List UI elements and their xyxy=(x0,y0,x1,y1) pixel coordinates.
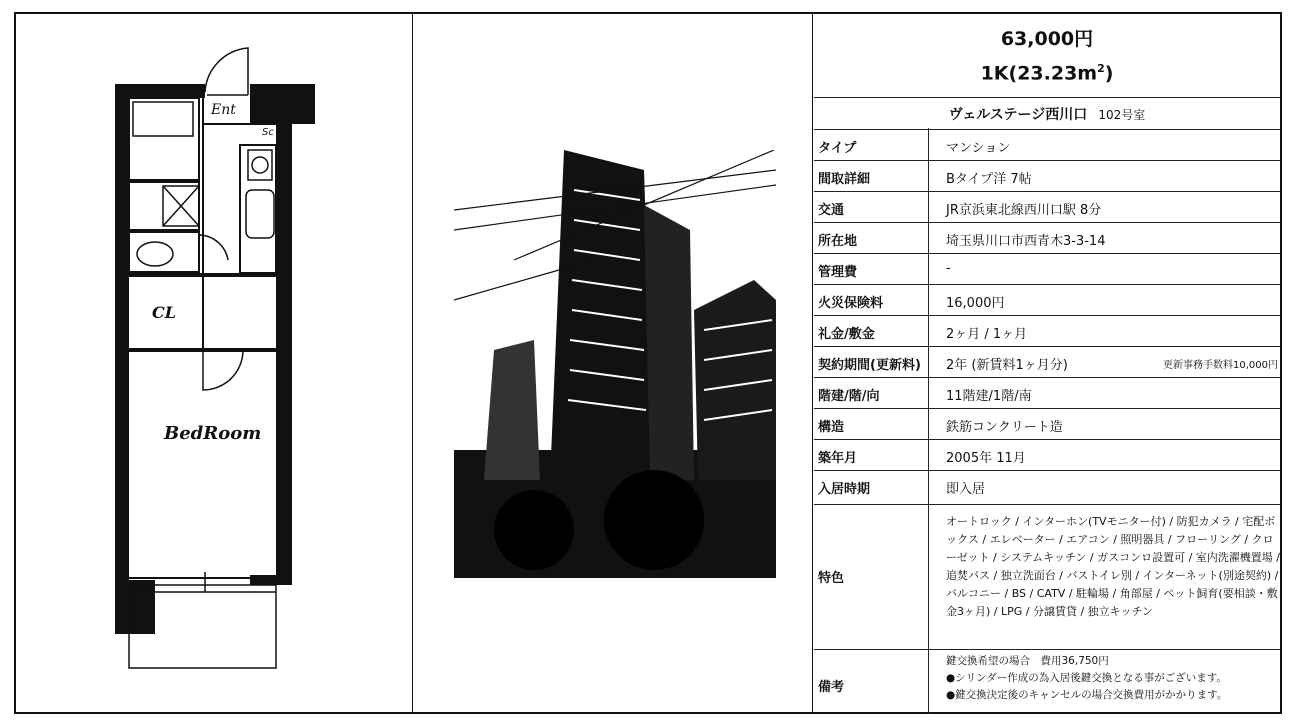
detail-row xyxy=(814,346,1280,377)
detail-value: 2年 (新賃料1ヶ月分) xyxy=(946,358,1068,373)
label-column-divider xyxy=(928,128,929,714)
detail-value: マンション xyxy=(946,141,1011,156)
exterior-walls xyxy=(115,84,315,634)
detail-label: 所在地 xyxy=(818,234,858,249)
detail-value: 即入居 xyxy=(946,482,986,497)
features-label: 特色 xyxy=(818,571,845,586)
entrance-label: Ent xyxy=(211,102,236,118)
features-row xyxy=(814,504,1280,649)
detail-label: 階建/階/向 xyxy=(818,389,880,404)
detail-label: 契約期間(更新料) xyxy=(818,358,921,373)
detail-label: 交通 xyxy=(818,203,845,218)
shoe-cabinet-label: Sc xyxy=(262,127,274,138)
closet-label: CL xyxy=(152,303,176,322)
remark-3: ●鍵交換決定後のキャンセルの場合交換費用がかかります。 xyxy=(946,689,1228,701)
detail-row xyxy=(814,408,1280,439)
detail-row xyxy=(814,129,1280,160)
detail-value: 2005年 11月 xyxy=(946,451,1026,466)
detail-value: 2ヶ月 / 1ヶ月 xyxy=(946,327,1028,342)
detail-label: 間取詳細 xyxy=(818,172,871,187)
detail-value: 埼玉県川口市西青木3-3-14 xyxy=(946,234,1106,249)
detail-row xyxy=(814,470,1280,501)
detail-row xyxy=(814,284,1280,315)
detail-label: 構造 xyxy=(818,420,845,435)
building-name-row xyxy=(814,97,1280,129)
bedroom-label: BedRoom xyxy=(164,423,262,444)
detail-value: 11階建/1階/南 xyxy=(946,389,1032,404)
layout-text: 1K(23.23m xyxy=(980,62,1098,85)
detail-row xyxy=(814,160,1280,191)
detail-label: 火災保険料 xyxy=(818,296,884,311)
detail-value: Bタイプ洋 7帖 xyxy=(946,172,1032,187)
remark-2: ●シリンダー作成の為入居後鍵交換となる事がございます。 xyxy=(946,672,1227,684)
detail-row xyxy=(814,253,1280,284)
detail-label: 入居時期 xyxy=(818,482,871,497)
renewal-fee-note: 更新事務手数料10,000円 xyxy=(1163,360,1278,371)
features-text: オートロック / インターホン(TVモニター付) / 防犯カメラ / 宅配ボックス / エレベーター / エアコン / 照明器具 / フローリング / クローゼット / システムキッチン / ガスコンロ設置可 / 室内洗濯機置場 / 追焚バス / 独立洗面台 / バストイレ別 / インターネット(別途契約) / バルコニー / BS / CATV / 駐輪場 / 角部屋 / ペット飼育(要相談・敷金3ヶ月) / LPG / 分譲賃貸 / 独立キッチン xyxy=(946,515,1280,618)
layout-size xyxy=(814,62,1280,84)
building-name: ヴェルステージ西川口 xyxy=(948,107,1088,123)
room-number: 102号室 xyxy=(1098,108,1146,122)
entrance-door xyxy=(205,48,248,95)
detail-value: 鉄筋コンクリート造 xyxy=(946,420,1063,435)
detail-label: タイプ xyxy=(818,141,857,156)
layout-close: ) xyxy=(1104,62,1114,85)
detail-row xyxy=(814,222,1280,253)
remarks-row xyxy=(814,649,1280,714)
column-divider-2 xyxy=(812,12,813,714)
detail-value: JR京浜東北線西川口駅 8分 xyxy=(946,203,1102,218)
layout-superscript: 2 xyxy=(1097,62,1105,75)
building-photo xyxy=(454,150,776,578)
remark-1: 鍵交換希望の場合 費用36,750円 xyxy=(946,655,1109,667)
detail-row xyxy=(814,377,1280,408)
detail-value: - xyxy=(946,261,951,276)
floor-plan xyxy=(100,40,330,690)
detail-row xyxy=(814,439,1280,470)
detail-label: 管理費 xyxy=(818,265,858,280)
detail-label: 礼金/敷金 xyxy=(818,327,875,342)
remarks-label: 備考 xyxy=(818,680,845,695)
detail-label: 築年月 xyxy=(818,451,858,466)
column-divider-1 xyxy=(412,12,413,714)
rent-price: 63,000円 xyxy=(1000,28,1094,50)
detail-row xyxy=(814,191,1280,222)
detail-row xyxy=(814,315,1280,346)
detail-value: 16,000円 xyxy=(946,296,1005,311)
